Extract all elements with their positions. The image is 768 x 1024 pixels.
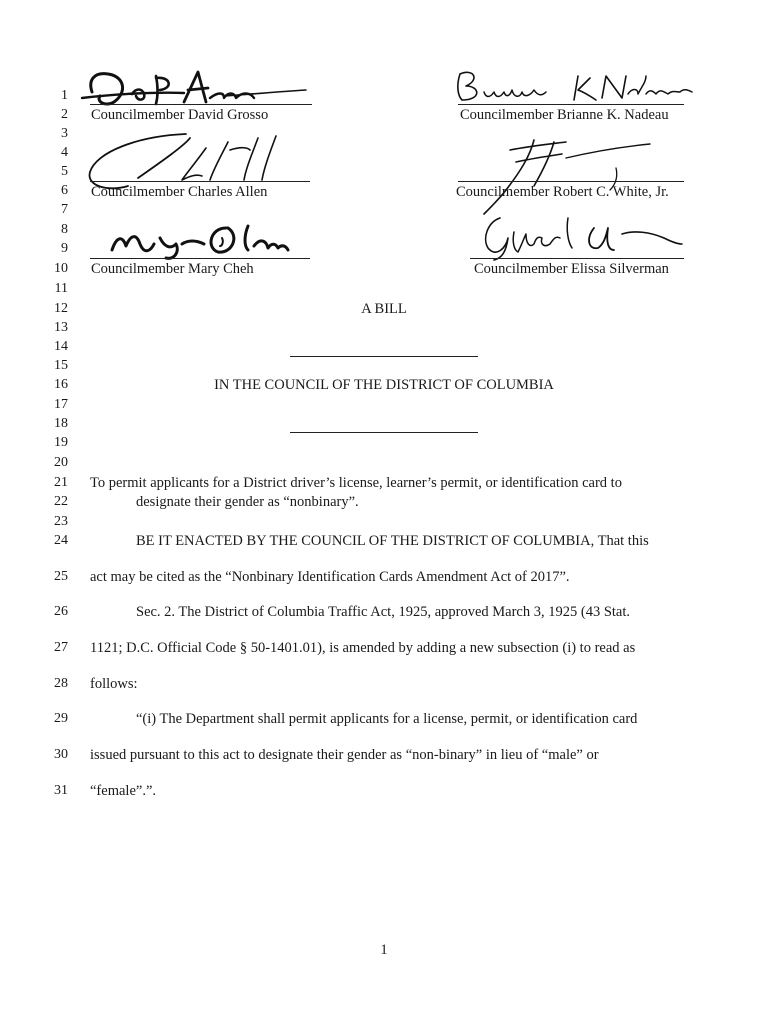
line-number: 4 [61, 145, 68, 160]
line-number: 10 [54, 261, 68, 276]
body-line: 1121; D.C. Official Code § 50-1401.01), is amended by adding a new subsection (i) to read as [90, 640, 636, 656]
signature-cheh [104, 216, 304, 262]
sponsor-name: Councilmember David Grosso [91, 107, 269, 123]
line-number: 25 [54, 569, 68, 584]
line-number: 1 [61, 88, 68, 103]
line-number: 31 [54, 783, 68, 798]
line-number: 15 [54, 358, 68, 373]
heading-rule [290, 356, 478, 357]
line-number: 24 [54, 533, 68, 548]
body-line: “female”.”. [90, 783, 157, 799]
line-number: 2 [61, 107, 68, 122]
council-heading: IN THE COUNCIL OF THE DISTRICT OF COLUMBIA [214, 377, 554, 393]
line-number: 13 [54, 320, 68, 335]
line-number: 9 [61, 241, 68, 256]
body-line: issued pursuant to this act to designate their gender as “non-binary” in lieu of “male” or [90, 747, 599, 763]
signature-silverman [472, 208, 692, 262]
body-line: follows: [90, 676, 138, 692]
line-number: 16 [54, 377, 68, 392]
sponsor-name: Councilmember Mary Cheh [91, 261, 254, 277]
bill-heading: A BILL [361, 301, 407, 317]
line-number: 3 [61, 126, 68, 141]
sponsor-name: Councilmember Robert C. White, Jr. [456, 184, 669, 200]
line-number: 28 [54, 676, 68, 691]
line-number: 20 [54, 455, 68, 470]
line-number: 17 [54, 397, 68, 412]
body-line: BE IT ENACTED BY THE COUNCIL OF THE DISTRICT OF COLUMBIA, That this [136, 533, 649, 549]
line-number: 12 [54, 301, 68, 316]
sponsor-name: Councilmember Brianne K. Nadeau [460, 107, 669, 123]
signature-line [458, 104, 684, 105]
line-number: 30 [54, 747, 68, 762]
signature-line [458, 181, 684, 182]
line-number: 29 [54, 711, 68, 726]
line-number: 27 [54, 640, 68, 655]
heading-rule [290, 432, 478, 433]
sponsor-name: Councilmember Elissa Silverman [474, 261, 669, 277]
purpose-line: designate their gender as “nonbinary”. [136, 494, 359, 510]
signature-line [470, 258, 684, 259]
line-number: 6 [61, 183, 68, 198]
line-number: 26 [54, 604, 68, 619]
body-line: “(i) The Department shall permit applicants for a license, permit, or identification card [136, 711, 638, 727]
body-line: act may be cited as the “Nonbinary Identification Cards Amendment Act of 2017”. [90, 569, 570, 585]
signature-nadeau [450, 66, 700, 106]
signature-white [470, 128, 690, 218]
signature-line [90, 181, 310, 182]
line-number: 19 [54, 435, 68, 450]
signature-line [90, 258, 310, 259]
sponsor-name: Councilmember Charles Allen [91, 184, 268, 200]
line-number: 7 [61, 202, 68, 217]
line-number: 22 [54, 494, 68, 509]
line-number: 8 [61, 222, 68, 237]
line-number: 5 [61, 164, 68, 179]
purpose-line: To permit applicants for a District driver’s license, learner’s permit, or identification card to [90, 475, 622, 491]
line-number: 11 [54, 281, 68, 296]
line-number: 18 [54, 416, 68, 431]
body-line: Sec. 2. The District of Columbia Traffic Act, 1925, approved March 3, 1925 (43 Stat. [136, 604, 631, 620]
line-number: 21 [54, 475, 68, 490]
signature-line [90, 104, 312, 105]
line-number: 14 [54, 339, 68, 354]
page-number: 1 [380, 942, 388, 958]
line-number: 23 [54, 514, 68, 529]
